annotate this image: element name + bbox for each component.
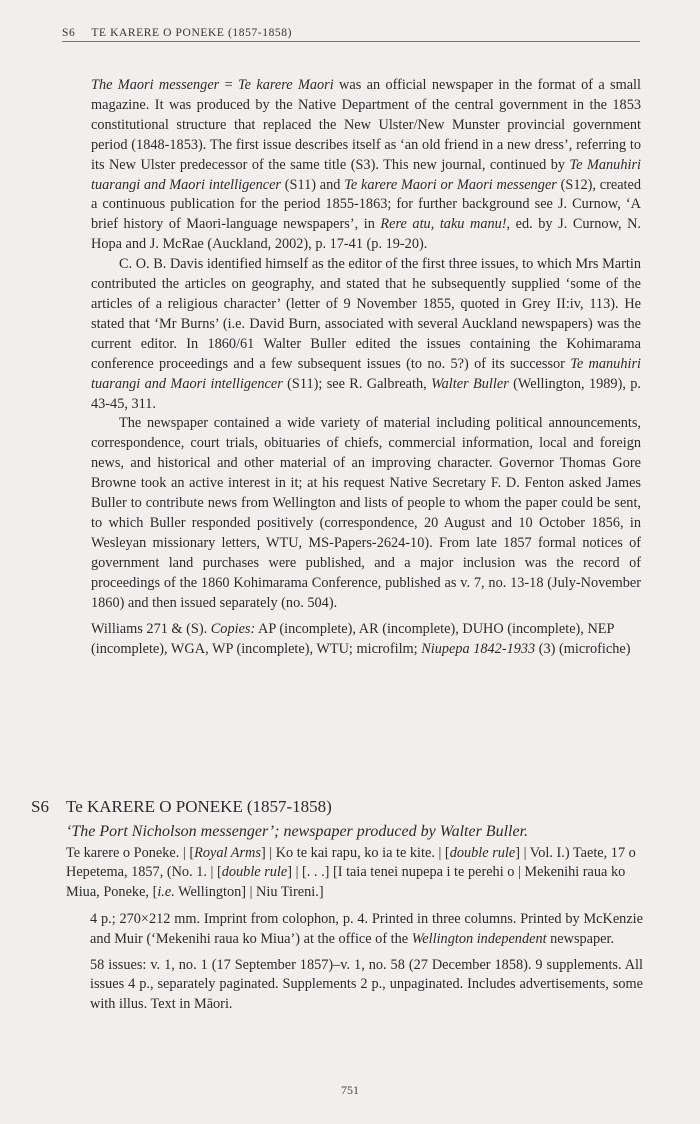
editorial-note: Royal Arms — [194, 845, 261, 861]
description-text — [91, 76, 641, 660]
header-entry-number: S6 — [62, 27, 76, 39]
text-run: (S11); see R. Galbreath, — [282, 375, 432, 392]
title-italic: Rere atu, taku manu! — [380, 216, 507, 233]
issues-description: 58 issues: v. 1, no. 1 (17 September 1857)–v. 1, no. 58 (27 December 1858). 9 supplements. All issues 4 p., separately paginated. Supplements 2 p., unpaginated. Includes advertisements, some with illus. Text in Māori. — [90, 957, 643, 1012]
header-title: TE KARERE O PONEKE (1857-1858) — [91, 27, 293, 39]
catalogue-entry — [31, 796, 643, 1014]
text-run: 4 p.; 270×212 mm. Imprint from colophon, p. 4. Printed in three columns. Printed by McKenzie and Muir (‘Mekenihi raua ko Miua’) at the office of the — [90, 911, 643, 947]
entry-dates: (1857-1858) — [246, 797, 332, 816]
title-italic: Te manuhiri tuarangi and Maori intelligencer — [91, 355, 641, 392]
text-run: Williams 271 & (S). — [91, 621, 211, 638]
title-italic: Te karere Maori — [238, 77, 334, 93]
editorial-note: double rule — [221, 864, 288, 881]
text-run: AP (incomplete), AR (incomplete), DUHO (incomplete), NEP (incomplete), WGA, WP (incomplete), WTU; microfilm; — [91, 621, 614, 658]
text-run: ] | Ko te kai rapu, ko ia te kite. | [ — [260, 845, 450, 861]
title-italic: Niupepa 1842-1933 — [421, 641, 536, 658]
paragraph-1 — [91, 76, 641, 255]
entry-code: S6 — [31, 797, 49, 816]
copies-label: Copies: — [210, 621, 256, 638]
text-run: Wellington] | Niu Tireni.] — [174, 883, 324, 900]
entry-heading — [31, 796, 643, 818]
text-run: ] | [. . .] [I taia tenei nupepa i te perehi o | Mekenihi raua ko Miua, Poneke, [ — [66, 864, 626, 900]
entry-body — [66, 821, 643, 1014]
title-italic: Walter Buller — [431, 375, 509, 392]
editorial-note: double rule — [449, 845, 516, 861]
text-run: = — [219, 77, 239, 93]
title-italic: Wellington independent — [411, 930, 547, 947]
running-header — [62, 27, 640, 42]
text-run: , ed. by J. Curnow, N. Hopa and J. McRae (Auckland, 2002), p. 17-41 (p. 19-20). — [91, 216, 642, 253]
title-italic: Te karere Maori or Maori messenger — [344, 176, 557, 193]
title-italic: Te Manuhiri tuarangi and Maori intelligencer — [91, 156, 641, 193]
text-run: Te karere o Poneke. | [ — [66, 845, 195, 861]
text-run: was an official newspaper in the format of a small magazine. It was produced by the Native Department of the central government in the 1853 constitutional structure that replaced the New Ulster/New Munster provincial government period (1848-1853). The first issue describes itself as ‘an old friend in a new dress’, referring to its New Ulster predecessor of the same title (S3). This new journal, continued by — [91, 77, 642, 173]
text-run: (S12), created a continuous publication for the period 1855-1863; for further background see J. Curnow, ‘A brief history of Maori-language newspapers’, in — [91, 176, 642, 233]
physical-description — [90, 910, 643, 949]
page-number: 751 — [341, 1083, 359, 1097]
paragraph-3: The newspaper contained a wide variety of material including political announcements, correspondence, court trials, obituaries of chiefs, commercial information, local and foreign news, and historical and other material of an improving character. Governor Thomas Gore Browne took an active interest in it; at his request Native Secretary F. D. Fenton asked James Buller to contribute news from Wellington and lists of people to whom the paper could be sent, to which Buller responded positively (correspondence, 20 August and 10 October 1856, in Wesleyan missionary letters, WTU, MS-Papers-2624-10). From late 1857 formal notices of government land purchases were published, and a major inclusion was the record of proceedings of the 1860 Kohimarama Conference, published as v. 7, no. 13-18 (July-November 1860) and then issued separately (no. 504). — [91, 415, 641, 611]
text-run: ] | Vol. I.) Taete, 17 o Hepetema, 1857, (No. 1. | [ — [66, 845, 636, 881]
entry-subtitle: ‘The Port Nicholson messenger’; newspaper produced by Walter Buller. — [66, 823, 529, 840]
text-run: newspaper. — [546, 930, 615, 947]
entry-title: Te KARERE O PONEKE — [66, 797, 243, 816]
text-run: (3) (microfiche) — [535, 641, 631, 658]
title-transcription — [66, 844, 643, 902]
text-run: C. O. B. Davis identified himself as the editor of the first three issues, to which Mrs Martin contributed the articles on geography, and stated that he subsequently supplied ‘some of the articles of a religious character’ (letter of 9 November 1855, quoted in Grey II:iv, 113). He stated that ‘Mr Burns’ (i.e. David Burn, associated with several Auckland newspapers) was the current editor. In 1860/61 Walter Buller edited the issues containing the Kohimarama conference proceedings and a few subsequent issues (to no. 5?) of its successor — [91, 256, 641, 372]
title-italic: The Maori messenger — [91, 77, 220, 93]
references-paragraph — [91, 620, 641, 660]
text-run: (S11) and — [281, 176, 345, 193]
paragraph-2 — [91, 255, 641, 414]
editorial-note: i.e. — [157, 883, 175, 900]
text-run: (Wellington, 1989), p. 43-45, 311. — [91, 375, 641, 412]
